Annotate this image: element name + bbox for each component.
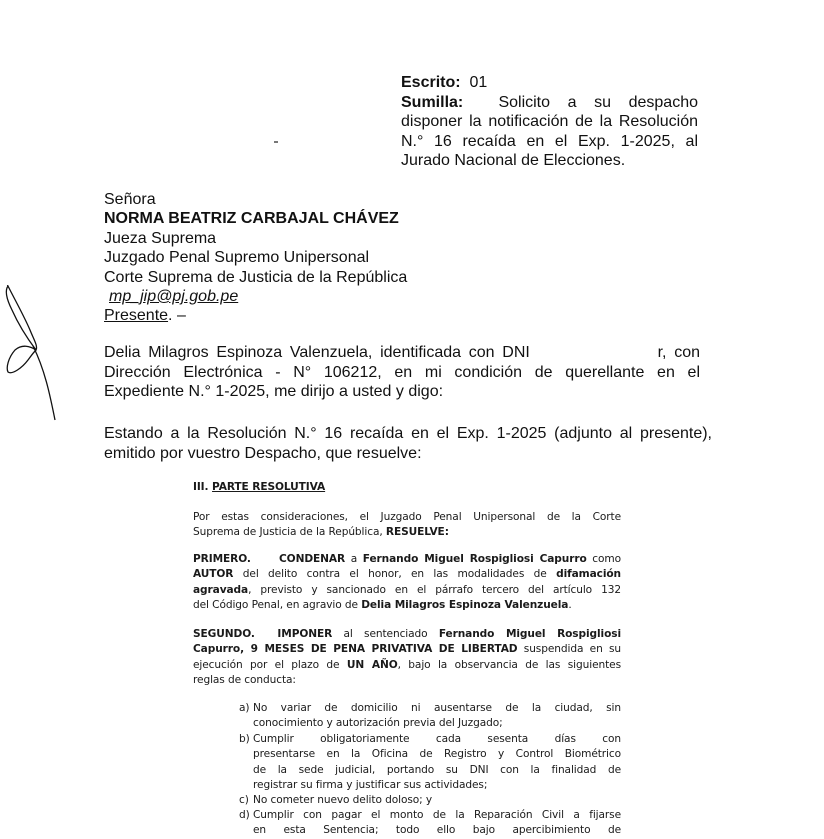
handwritten-signature-icon [0,280,70,425]
sumilla-line-1 [401,93,698,113]
resolution-primero: PRIMERO. CONDENAR a Fernando Miguel Rospigliosi Capurro como AUTOR del delito contra el honor, en las modalidades de difamación agravada, previsto y sancionado en el párrafo tercero del artículo 132 del Código Penal, en agravio de Delia Milagros Espinoza Valenzuela. [193,553,621,611]
addressee-name: NORMA BEATRIZ CARBAJAL CHÁVEZ [104,210,399,228]
escrito-label: Escrito: [401,74,461,91]
resolution-segundo: SEGUNDO. IMPONER al sentenciado Fernando Miguel Rospigliosi Capurro, 9 MESES DE PENA PRIVATIVA DE LIBERTAD suspendida en su ejecución por el plazo de UN AÑO, bajo la observancia de las siguientes reglas de conducta: [193,628,621,686]
sumilla-line-3: N.° 16 recaída en el Exp. 1-2025, al [401,132,698,150]
intro-line-2: Dirección Electrónica - N° 106212, en mi condición de querellante en el [104,363,700,381]
scan-speck [274,141,278,143]
context-line-1: Estando a la Resolución N.° 16 recaída en el Exp. 1-2025 (adjunto al presente), [104,425,712,442]
presente-suffix: . – [168,307,186,325]
addressee-title: Jueza Suprema [104,229,217,247]
addressee-block [104,190,407,326]
presente-line [104,306,407,325]
resolution-heading [193,480,621,495]
conduct-rule-a: a) No variar de domicilio ni ausentarse de la ciudad, sin conocimiento y autorización previa del Juzgado; [239,702,621,730]
intro-line-1: Delia Milagros Espinoza Valenzuela, identificada con DNI r, con [104,344,700,361]
resolution-intro: Por estas consideraciones, el Juzgado Penal Unipersonal de la Corte Suprema de Justicia de la República, RESUELVE: [193,511,621,539]
segundo-label: SEGUNDO. [193,628,255,640]
context-line-2: emitido por vuestro Despacho, que resuelve: [104,444,422,462]
escrito-line [401,73,698,93]
sumilla-line-4: Jurado Nacional de Elecciones. [401,152,626,169]
escrito-value: 01 [469,74,488,91]
sumilla-label: Sumilla: [401,93,464,111]
addressee-institution: Corte Suprema de Justicia de la República [104,268,408,286]
heading-text: PARTE RESOLUTIVA [212,481,326,493]
addressee-email-link[interactable]: mp_jip@pj.gob.pe [109,288,239,306]
conduct-rule-d: d) Cumplir con pagar el monto de la Reparación Civil a fijarse en esta Sentencia; todo ello bajo apercibimiento de [239,809,621,837]
presente-word: Presente [104,307,169,325]
conduct-rule-c: c) No cometer nuevo delito doloso; y [239,794,433,806]
primero-label: PRIMERO. [193,553,251,565]
heading-number: III. [193,481,209,493]
document-header [401,73,698,171]
intro-paragraph [104,343,700,402]
sumilla-text: Solicito a su despacho [498,93,698,111]
intro-line-3: Expediente N.° 1-2025, me dirijo a usted y digo: [104,383,444,401]
addressee-court: Juzgado Penal Supremo Unipersonal [104,249,370,267]
conduct-rule-b: b) Cumplir obligatoriamente cada sesenta días con presentarse en la Oficina de Registro y Control Biométrico de la sede judicial, portando su DNI con la finalidad de registrar su firma y justificar sus actividades; [239,733,621,791]
context-paragraph [104,424,712,463]
sumilla-line-2: disponer la notificación de la Resolución [401,113,698,130]
salutation: Señora [104,191,156,208]
